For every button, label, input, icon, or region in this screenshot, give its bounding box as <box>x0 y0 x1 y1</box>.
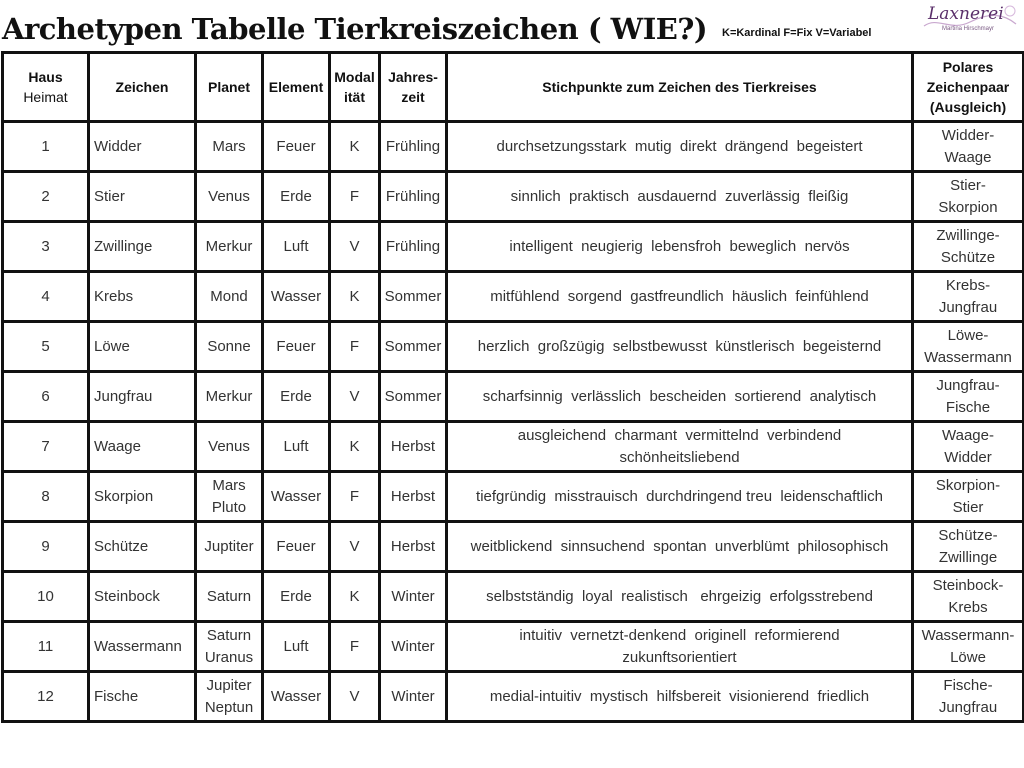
cell-jahreszeit: Sommer <box>380 322 447 372</box>
cell-haus: 9 <box>3 522 89 572</box>
planet-name: Neptun <box>204 698 254 716</box>
table-row <box>3 422 1024 472</box>
cell-modalitaet: V <box>330 222 380 272</box>
cell-jahreszeit: Herbst <box>380 472 447 522</box>
cell-haus: 11 <box>3 622 89 672</box>
header-modalitaet <box>330 53 380 122</box>
cell-modalitaet: F <box>330 322 380 372</box>
cell-modalitaet: K <box>330 272 380 322</box>
polar-pair-part: Widder <box>944 448 992 466</box>
polar-pair-part: Zwillinge- <box>936 226 1000 244</box>
cell-zeichen: Jungfrau <box>89 372 196 422</box>
cell-stichpunkte: intelligent neugierig lebensfroh beweglich nervös <box>447 222 913 272</box>
polar-pair-part: Krebs- <box>945 276 991 294</box>
header-element: Element <box>263 53 330 122</box>
cell-modalitaet: K <box>330 572 380 622</box>
polar-pair-part: Jungfrau <box>938 698 998 716</box>
cell-haus: 6 <box>3 372 89 422</box>
header-modalitaet-line1: Modal <box>334 69 375 85</box>
header-polar <box>913 53 1024 122</box>
cell-element: Luft <box>263 622 330 672</box>
cell-jahreszeit: Winter <box>380 622 447 672</box>
cell-polar <box>913 172 1024 222</box>
cell-planet <box>196 122 263 172</box>
modality-legend: K=Kardinal F=Fix V=Variabel <box>722 27 872 39</box>
table-row <box>3 172 1024 222</box>
cell-haus: 1 <box>3 122 89 172</box>
header-haus <box>3 53 89 122</box>
cell-jahreszeit: Sommer <box>380 372 447 422</box>
cell-planet <box>196 522 263 572</box>
cell-jahreszeit: Frühling <box>380 172 447 222</box>
cell-planet <box>196 622 263 672</box>
table-row <box>3 322 1024 372</box>
cell-polar <box>913 272 1024 322</box>
header-stichpunkte: Stichpunkte zum Zeichen des Tierkreises <box>447 53 913 122</box>
cell-element: Erde <box>263 372 330 422</box>
polar-pair-part: Stier <box>952 498 984 516</box>
polar-pair-part: Steinbock- <box>932 576 1004 594</box>
cell-planet <box>196 272 263 322</box>
cell-planet <box>196 322 263 372</box>
cell-stichpunkte: mitfühlend sorgend gastfreundlich häuslich feinfühlend <box>447 272 913 322</box>
cell-polar <box>913 122 1024 172</box>
cell-jahreszeit: Herbst <box>380 522 447 572</box>
header-polar-line2: Zeichenpaar <box>926 79 1010 95</box>
header-jahreszeit-line2: zeit <box>401 89 425 105</box>
cell-planet <box>196 472 263 522</box>
table-row <box>3 272 1024 322</box>
header-haus-line2: Heimat <box>23 89 68 105</box>
cell-element: Wasser <box>263 472 330 522</box>
planet-name: Pluto <box>211 498 247 516</box>
archetype-table <box>1 51 1024 723</box>
polar-pair-part: Wassermann- <box>921 626 1015 644</box>
cell-zeichen: Schütze <box>89 522 196 572</box>
cell-jahreszeit: Sommer <box>380 272 447 322</box>
table-body <box>3 122 1024 722</box>
planet-name: Venus <box>208 437 250 455</box>
cell-jahreszeit: Frühling <box>380 122 447 172</box>
planet-name: Saturn <box>206 587 252 605</box>
table-row <box>3 572 1024 622</box>
cell-haus: 5 <box>3 322 89 372</box>
cell-element: Wasser <box>263 272 330 322</box>
logo-subtitle: Martina Hirschmayr <box>942 26 995 32</box>
cell-jahreszeit: Winter <box>380 672 447 722</box>
cell-planet <box>196 172 263 222</box>
cell-haus: 3 <box>3 222 89 272</box>
cell-haus: 10 <box>3 572 89 622</box>
cell-element: Feuer <box>263 522 330 572</box>
cell-modalitaet: V <box>330 522 380 572</box>
cell-zeichen: Stier <box>89 172 196 222</box>
cell-stichpunkte: durchsetzungsstark mutig direkt drängend begeistert <box>447 122 913 172</box>
table-row <box>3 372 1024 422</box>
cell-planet <box>196 672 263 722</box>
cell-element: Erde <box>263 572 330 622</box>
cell-polar <box>913 522 1024 572</box>
page-title: Archetypen Tabelle Tierkreiszeichen ( WIE?) <box>2 12 708 46</box>
table-row <box>3 222 1024 272</box>
polar-pair-part: Schütze- <box>938 526 998 544</box>
table-row <box>3 522 1024 572</box>
cell-planet <box>196 572 263 622</box>
header-haus-line1: Haus <box>28 69 63 85</box>
planet-name: Venus <box>208 187 250 205</box>
planet-name: Merkur <box>205 237 253 255</box>
cell-element: Wasser <box>263 672 330 722</box>
polar-pair-part: Jungfrau <box>938 298 998 316</box>
header-jahreszeit <box>380 53 447 122</box>
polar-pair-part: Löwe- <box>947 326 989 344</box>
polar-pair-part: Waage <box>944 148 992 166</box>
table-row <box>3 622 1024 672</box>
cell-polar <box>913 672 1024 722</box>
header-planet: Planet <box>196 53 263 122</box>
planet-name: Jupiter <box>206 676 252 694</box>
cell-stichpunkte: intuitiv vernetzt-denkend originell reformierend zukunftsorientiert <box>447 622 913 672</box>
cell-element: Luft <box>263 222 330 272</box>
cell-zeichen: Steinbock <box>89 572 196 622</box>
cell-haus: 12 <box>3 672 89 722</box>
cell-stichpunkte: medial-intuitiv mystisch hilfsbereit visionierend friedlich <box>447 672 913 722</box>
cell-element: Erde <box>263 172 330 222</box>
logo-name: Laxnerei <box>928 4 1004 24</box>
cell-stichpunkte: selbstständig loyal realistisch ehrgeizig erfolgsstrebend <box>447 572 913 622</box>
cell-zeichen: Krebs <box>89 272 196 322</box>
cell-zeichen: Wassermann <box>89 622 196 672</box>
planet-name: Mars <box>212 476 246 494</box>
cell-modalitaet: F <box>330 472 380 522</box>
polar-pair-part: Fische- <box>943 676 993 694</box>
cell-zeichen: Zwillinge <box>89 222 196 272</box>
table-row <box>3 672 1024 722</box>
cell-stichpunkte: scharfsinnig verlässlich bescheiden sortierend analytisch <box>447 372 913 422</box>
polar-pair-part: Jungfrau- <box>936 376 1000 394</box>
planet-name: Sonne <box>207 337 251 355</box>
cell-haus: 4 <box>3 272 89 322</box>
polar-pair-part: Stier- <box>950 176 986 194</box>
cell-stichpunkte: sinnlich praktisch ausdauernd zuverlässig fleißig <box>447 172 913 222</box>
planet-name: Saturn <box>206 626 252 644</box>
cell-polar <box>913 322 1024 372</box>
polar-pair-part: Krebs <box>948 598 988 616</box>
cell-polar <box>913 422 1024 472</box>
table-row <box>3 122 1024 172</box>
cell-modalitaet: F <box>330 172 380 222</box>
cell-stichpunkte: herzlich großzügig selbstbewusst künstlerisch begeisternd <box>447 322 913 372</box>
cell-planet <box>196 422 263 472</box>
cell-stichpunkte: weitblickend sinnsuchend spontan unverblümt philosophisch <box>447 522 913 572</box>
polar-pair-part: Widder- <box>941 126 995 144</box>
planet-name: Merkur <box>205 387 253 405</box>
brand-logo <box>920 2 1020 42</box>
cell-modalitaet: K <box>330 422 380 472</box>
cell-jahreszeit: Winter <box>380 572 447 622</box>
cell-element: Feuer <box>263 122 330 172</box>
cell-zeichen: Fische <box>89 672 196 722</box>
polar-pair-part: Skorpion- <box>935 476 1001 494</box>
cell-haus: 8 <box>3 472 89 522</box>
cell-jahreszeit: Frühling <box>380 222 447 272</box>
polar-pair-part: Löwe <box>950 648 986 666</box>
cell-element: Feuer <box>263 322 330 372</box>
cell-modalitaet: K <box>330 122 380 172</box>
header-zeichen: Zeichen <box>89 53 196 122</box>
polar-pair-part: Wassermann <box>924 348 1012 366</box>
cell-modalitaet: V <box>330 372 380 422</box>
polar-pair-part: Zwillinge <box>938 548 998 566</box>
cell-zeichen: Widder <box>89 122 196 172</box>
cell-modalitaet: F <box>330 622 380 672</box>
table-header-row <box>3 53 1024 122</box>
cell-haus: 7 <box>3 422 89 472</box>
cell-polar <box>913 622 1024 672</box>
header-jahreszeit-line1: Jahres- <box>388 69 438 85</box>
table-row <box>3 472 1024 522</box>
polar-pair-part: Waage- <box>942 426 994 444</box>
header-polar-line1: Polares <box>942 59 994 75</box>
planet-name: Mond <box>210 287 248 305</box>
header-polar-line3: (Ausgleich) <box>929 99 1007 115</box>
polar-pair-part: Skorpion <box>938 198 998 216</box>
cell-element: Luft <box>263 422 330 472</box>
polar-pair-part: Schütze <box>940 248 996 266</box>
cell-stichpunkte: tiefgründig misstrauisch durchdringend treu leidenschaftlich <box>447 472 913 522</box>
planet-name: Juptiter <box>204 537 254 555</box>
polar-pair-part: Fische <box>945 398 991 416</box>
cell-zeichen: Waage <box>89 422 196 472</box>
header-modalitaet-line2: ität <box>344 89 365 105</box>
cell-zeichen: Skorpion <box>89 472 196 522</box>
cell-zeichen: Löwe <box>89 322 196 372</box>
cell-polar <box>913 372 1024 422</box>
cell-polar <box>913 472 1024 522</box>
cell-planet <box>196 222 263 272</box>
cell-jahreszeit: Herbst <box>380 422 447 472</box>
cell-polar <box>913 572 1024 622</box>
cell-polar <box>913 222 1024 272</box>
cell-modalitaet: V <box>330 672 380 722</box>
planet-name: Mars <box>212 137 246 155</box>
planet-name: Uranus <box>204 648 254 666</box>
cell-stichpunkte: ausgleichend charmant vermittelnd verbindend schönheitsliebend <box>447 422 913 472</box>
cell-haus: 2 <box>3 172 89 222</box>
cell-planet <box>196 372 263 422</box>
